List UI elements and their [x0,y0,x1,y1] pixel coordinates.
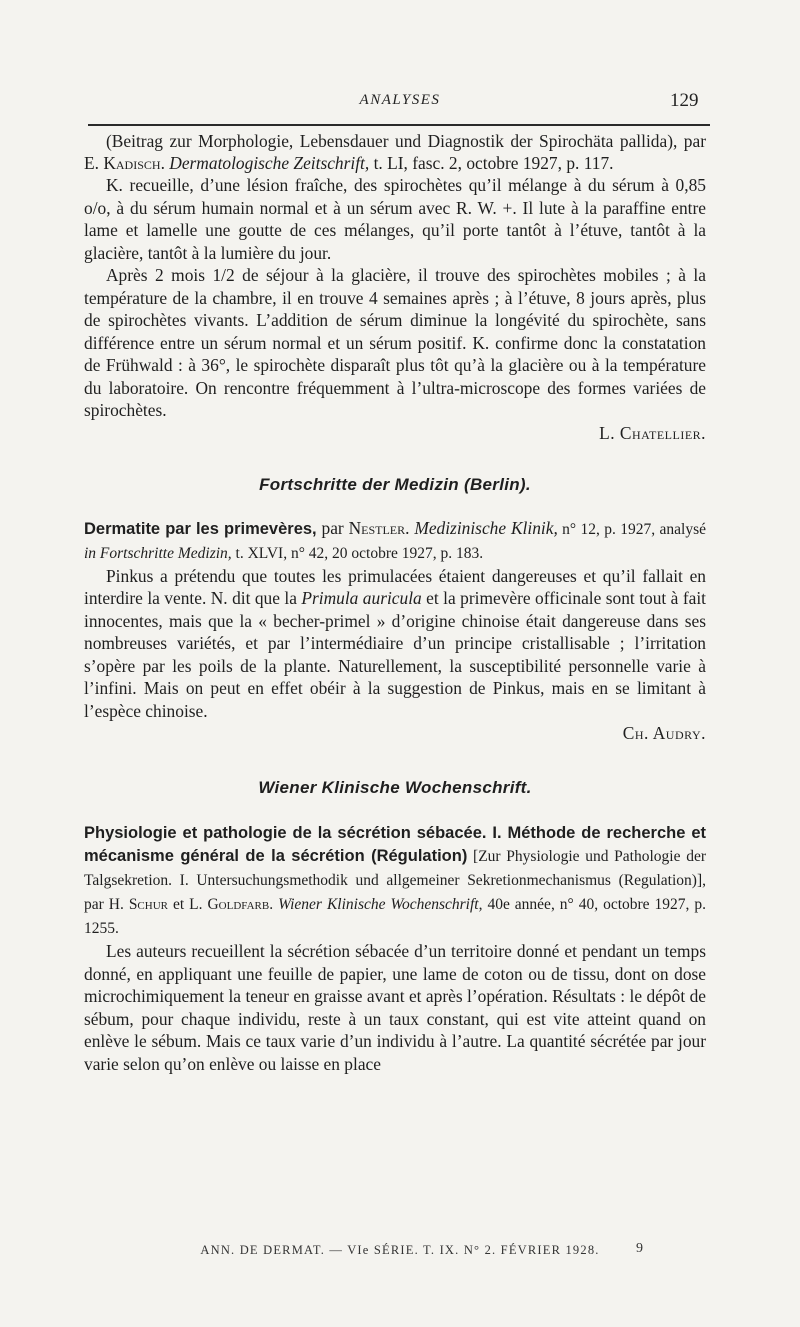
article1-reference [84,130,706,174]
page-number: 129 [670,90,699,111]
page-footer: ANN. DE DERMAT. — VIe SÉRIE. T. IX. N° 2. FÉVRIER 1928. [200,1243,600,1257]
article1-ref-line1: (Beitrag zur Morphologie, Lebensdauer und Diagnostik der Spirochäta [106,131,614,151]
article3-author-2: Goldfarb [207,896,270,913]
article2-ref-date: t. XLVI, n° 42, 20 octobre 1927, p. 183. [231,544,484,562]
header-rule [88,124,710,126]
sheet-number: 9 [636,1241,643,1256]
article1-author: Kadisch [103,153,161,173]
article1-ref-date: octobre 1927, p. 117. [466,153,614,173]
article2-ref-number: n° 12, p. 1927, analysé [557,520,706,538]
article3-ref-and: et L. [168,896,208,913]
article2-author: Nestler [348,517,406,538]
section-heading-wiener: Wiener Klinische Wochenschrift. [258,777,532,797]
article2-signature: Ch. Audry. [622,723,706,743]
running-header-title: ANALYSES [359,92,441,108]
article2-text-end: et la primevère officinale sont tout à fait innocentes, mais que la « becher-primel » d’origine chinoise était dangereuse dans ses nombreuses variétés, et par l’intermédiaire d’un principe cristallisable ; l’irritation s’opère par les poils de la plante. Naturellement, la susceptibilité personnelle varie à l’infini. Mais on peut en effet obéir à la suggestion de Pinkus, mais en se limitant à l’espèce chinoise. [84,588,706,721]
article3-paragraph: Les auteurs recueillent la sécrétion sébacée d’un territoire donné et pendant un temps donné, en appliquant une feuille de papier, une lame de coton ou de tissu, dont on dose microchimiquement la teneur en graisse avant et après l’opération. Résultats : le dépôt de sébum, pour chaque individu, reste à un taux constant, qui est vite atteint quand on enlève le sébum. Mais ce taux varie d’un individu à l’autre. La quantité sécrétée par jour varie selon qu’on enlève ou laisse en place [84,941,706,1074]
article1-signature: L. Chatellier. [599,422,706,443]
article2-title: Dermatite par les primevères, [84,519,317,538]
article2-species-name: Primula auricula [301,588,422,608]
page-body [84,130,706,1075]
article2-text-start: Pinkus a prétendu que toutes les primulacées étaient dangereuses et qu’il fallait en interdire la vente. N. dit que la [84,565,706,608]
article2-ref-sep: . [405,517,415,538]
article1-ref-sep: . [160,153,170,173]
article2-ref-text: par [316,517,349,538]
article3-reference [84,821,706,940]
article1-ref-text: pallida), par E. [84,131,707,173]
article2-source-journal: in Fortschritte Medizin, [84,544,232,562]
section-heading-fortschritte: Fortschritte der Medizin (Berlin). [259,475,531,494]
article3-ref-date: 40e année, n° 40, octobre 1927, p. 1255. [84,896,706,937]
article2-paragraph [84,565,706,723]
article3-ref-sep: . [269,896,279,913]
article3-title: Physiologie et pathologie de la sécrétion sébacée. I. Méthode de recherche et mécanisme général de la sécrétion (Régulation) [84,824,706,865]
article3-author-1: Schur [128,896,168,913]
article1-journal: Dermatologische Zeitschrift, [169,153,370,173]
article1-paragraph-2: Après 2 mois 1/2 de séjour à la glacière, il trouve des spirochètes mobiles ; à la température de la chambre, il en trouve 4 semaines après ; à l’étuve, 8 jours après, plus de spirochètes vivants. L’addition de sérum diminue la longévité du spirochète, sans différence entre un sérum normal et un sérum positif. K. confirme donc la constatation de Frühwald : à 36°, le spirochète disparaît plus tôt qu’à la glacière ou à la température du laboratoire. On rencontre fréquemment à l’ultra-microscope des formes variées de spirochètes. [84,265,706,420]
article3-journal: Wiener Klinische Wochenschrift, [278,896,483,913]
article2-reference [84,517,706,565]
article2-journal: Medizinische Klinik, [414,517,558,538]
article1-paragraph-1: K. recueille, d’une lésion fraîche, des spirochètes qu’il mélange à du sérum à 0,85 o/o, à du sérum humain normal et à un sérum avec R. W. +. Il lute à la paraffine entre lame et lamelle une goutte de ces mélanges, qu’il porte tantôt à l’étuve, tantôt à la glacière, tantôt à la lumière du jour. [84,175,706,263]
article1-ref-volume: t. LI, fasc. 2, [369,153,462,173]
article3-ref-text: [Zur Physiologie und Pathologie der Talgsekretion. I. Untersuchungsmethodik und allgemeiner Sekretionmechanismus (Regulation)], par H. [84,848,706,913]
